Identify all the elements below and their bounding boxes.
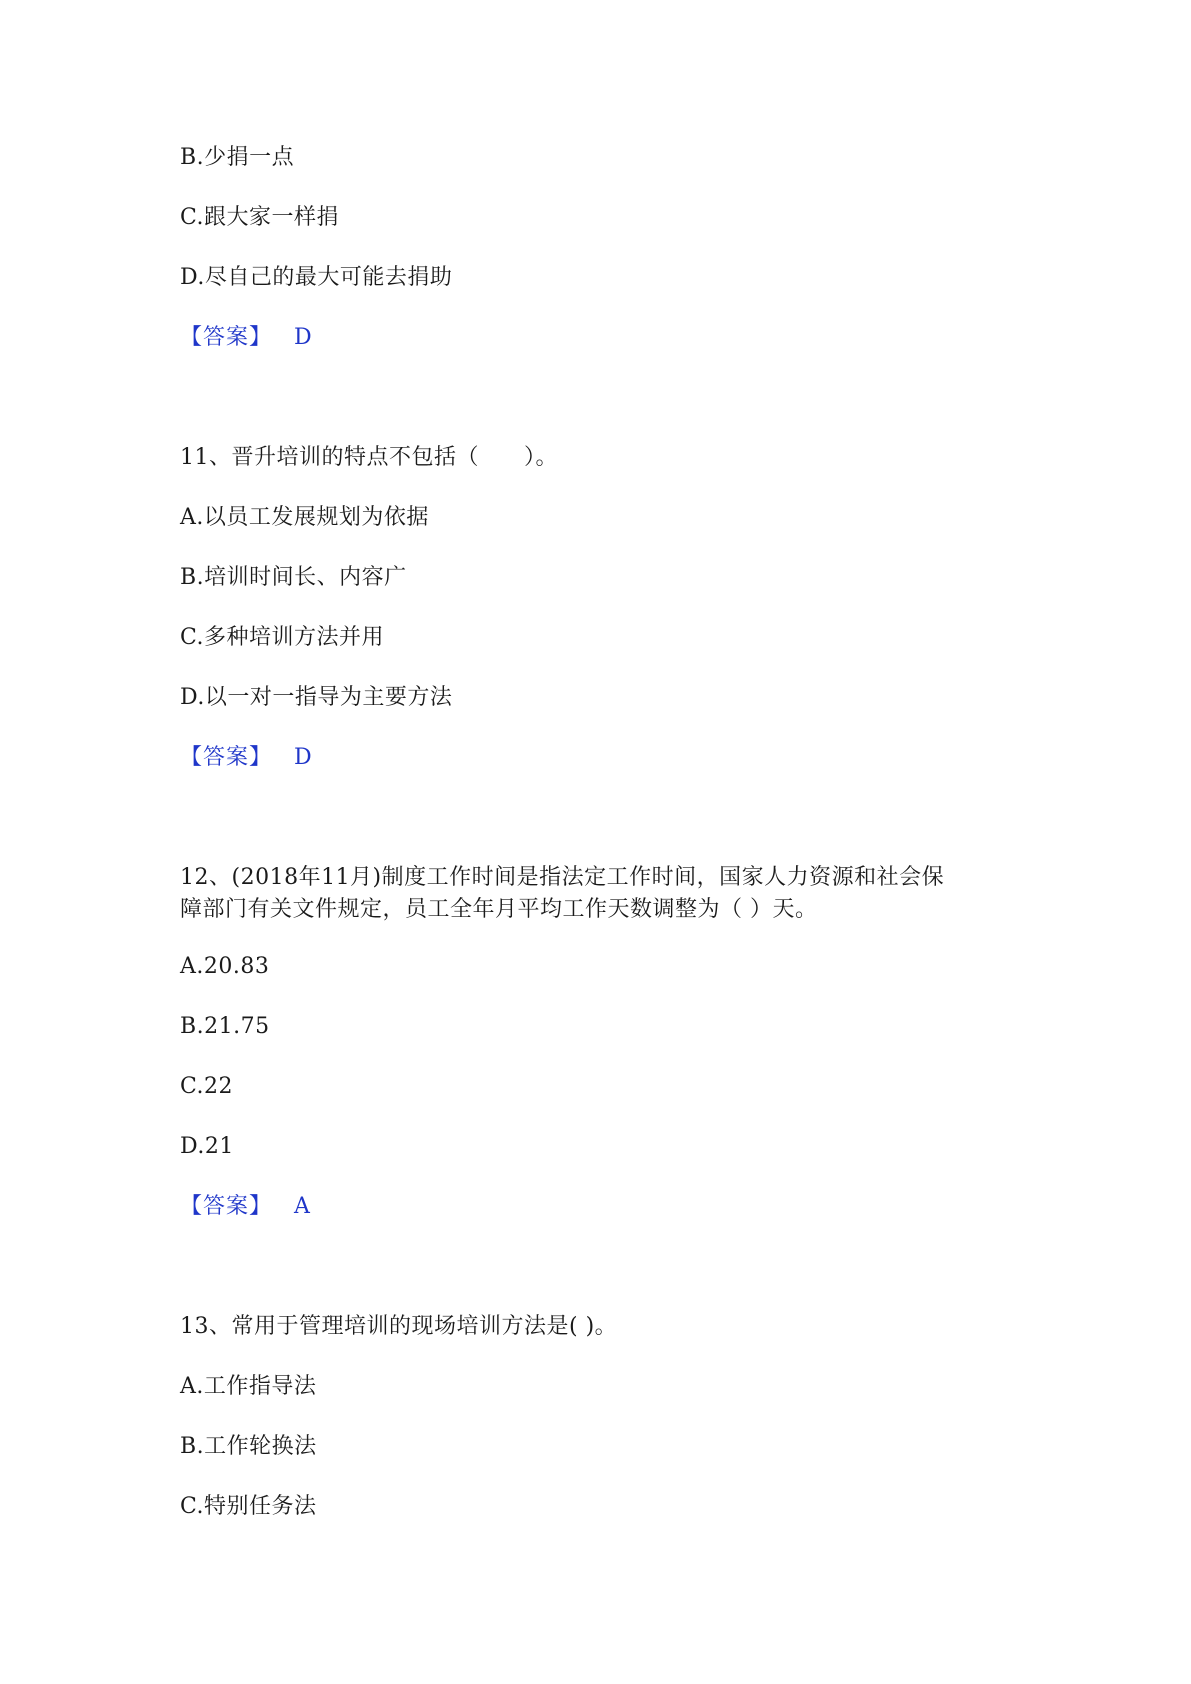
- q11-option-b: B.培训时间长、内容广: [180, 565, 407, 590]
- q12-option-d: D.21: [180, 1134, 234, 1159]
- q12-answer: [180, 1192, 310, 1222]
- q12-option-c: C.22: [180, 1074, 234, 1099]
- answer-label: 【答案】: [180, 325, 273, 350]
- q11-option-a: A.以员工发展规划为依据: [180, 505, 429, 530]
- q13-option-b: B.工作轮换法: [180, 1434, 317, 1459]
- q11-option-c: C.多种培训方法并用: [180, 625, 385, 650]
- q11-question: 11、晋升培训的特点不包括（ ）。: [180, 445, 558, 470]
- q12-option-a: A.20.83: [180, 954, 270, 979]
- answer-value: D: [294, 325, 313, 350]
- q13-option-a: A.工作指导法: [180, 1374, 317, 1399]
- answer-value: D: [294, 745, 313, 770]
- q10-option-b: B.少捐一点: [180, 145, 295, 170]
- q10-answer: [180, 323, 312, 353]
- q10-option-d: D.尽自己的最大可能去捐助: [180, 265, 453, 290]
- q12-question-line1: 12、(2018年11月)制度工作时间是指法定工作时间，国家人力资源和社会保: [180, 865, 945, 890]
- q12-option-b: B.21.75: [180, 1014, 270, 1039]
- answer-label: 【答案】: [180, 1194, 273, 1219]
- answer-value: A: [294, 1194, 311, 1219]
- q11-answer: [180, 743, 312, 773]
- q13-question: 13、常用于管理培训的现场培训方法是( )。: [180, 1314, 618, 1339]
- q10-option-c: C.跟大家一样捐: [180, 205, 340, 230]
- q11-option-d: D.以一对一指导为主要方法: [180, 685, 453, 710]
- q12-question-line2: 障部门有关文件规定，员工全年月平均工作天数调整为（ ）天。: [180, 897, 818, 922]
- answer-label: 【答案】: [180, 745, 273, 770]
- q13-option-c: C.特别任务法: [180, 1494, 317, 1519]
